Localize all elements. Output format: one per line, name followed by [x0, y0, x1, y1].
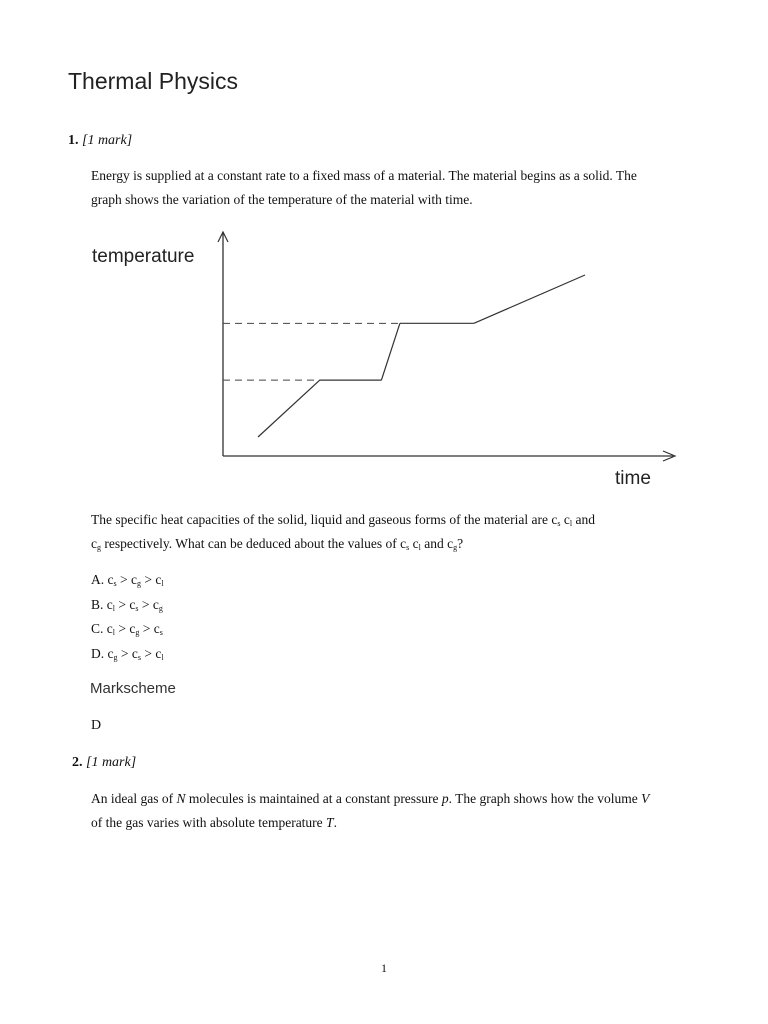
symbol-c-l-2: $c_l$	[412, 536, 421, 552]
question-1-stem-line-2: graph shows the variation of the temperature of the material with time.	[91, 192, 473, 207]
symbol-c-s-2: $c_s$	[400, 536, 410, 552]
question-1-marks: [1 mark]	[82, 133, 133, 148]
question-1-number: 1.	[68, 133, 79, 148]
question-2-stem-line-2: of the gas varies with absolute temperature T.	[91, 815, 337, 830]
temperature-time-graph	[85, 222, 685, 492]
option-d: D. $c_g > c_s > c_l$	[91, 646, 164, 662]
symbol-c-g-2: $c_g$	[447, 536, 458, 552]
graph-plot	[218, 232, 675, 461]
segment-liquid	[381, 323, 400, 380]
option-b: B. $c_l > c_s > c_g$	[91, 597, 163, 613]
segment-solid	[258, 380, 320, 437]
question-1-question-line-2: $c_g$ respectively. What can be deduced about the values of $c_s$ $c_l$ and $c_g$?	[91, 536, 464, 552]
symbol-c-l: $c_l$	[563, 512, 573, 528]
markscheme-answer: D	[91, 718, 102, 733]
question-2-header	[72, 755, 136, 771]
markscheme-heading: Markscheme	[90, 680, 176, 697]
x-axis-label: time	[615, 468, 651, 489]
and-word: and	[575, 512, 595, 527]
var-v: V	[641, 791, 650, 806]
page-number: 1	[381, 961, 387, 975]
question-2-stem-line-1: An ideal gas of N molecules is maintained at a constant pressure p. The graph shows how the volume V	[91, 791, 650, 806]
question-1-question-text-2: respectively. What can be deduced about the values of	[101, 536, 401, 551]
y-axis-label: temperature	[92, 246, 195, 267]
var-t: T	[326, 815, 334, 830]
segment-gas	[474, 275, 585, 323]
question-1-header	[68, 133, 132, 149]
symbol-c-s: $c_s$	[551, 512, 561, 528]
var-p: p	[441, 791, 449, 806]
question-1-question	[91, 508, 595, 556]
var-n: N	[176, 791, 186, 806]
question-1-stem	[91, 164, 637, 212]
question-1-question-line-1	[91, 508, 595, 532]
and-word-2: and	[424, 536, 444, 551]
symbol-c-g: $c_g$	[91, 536, 101, 552]
question-1-stem-line-1: Energy is supplied at a constant rate to a fixed mass of a material. The material begins as a solid. The	[91, 168, 637, 183]
option-c: C. $c_l > c_g > c_s$	[91, 621, 163, 637]
page-title: Thermal Physics	[68, 68, 238, 94]
question-1-question-text-1: The specific heat capacities of the solid, liquid and gaseous forms of the material are	[91, 512, 552, 527]
question-2-marks: [1 mark]	[86, 755, 137, 770]
question-2-number: 2.	[72, 755, 83, 770]
option-a: A. $c_s > c_g > c_l$	[91, 572, 164, 588]
question-2-stem	[91, 787, 649, 835]
